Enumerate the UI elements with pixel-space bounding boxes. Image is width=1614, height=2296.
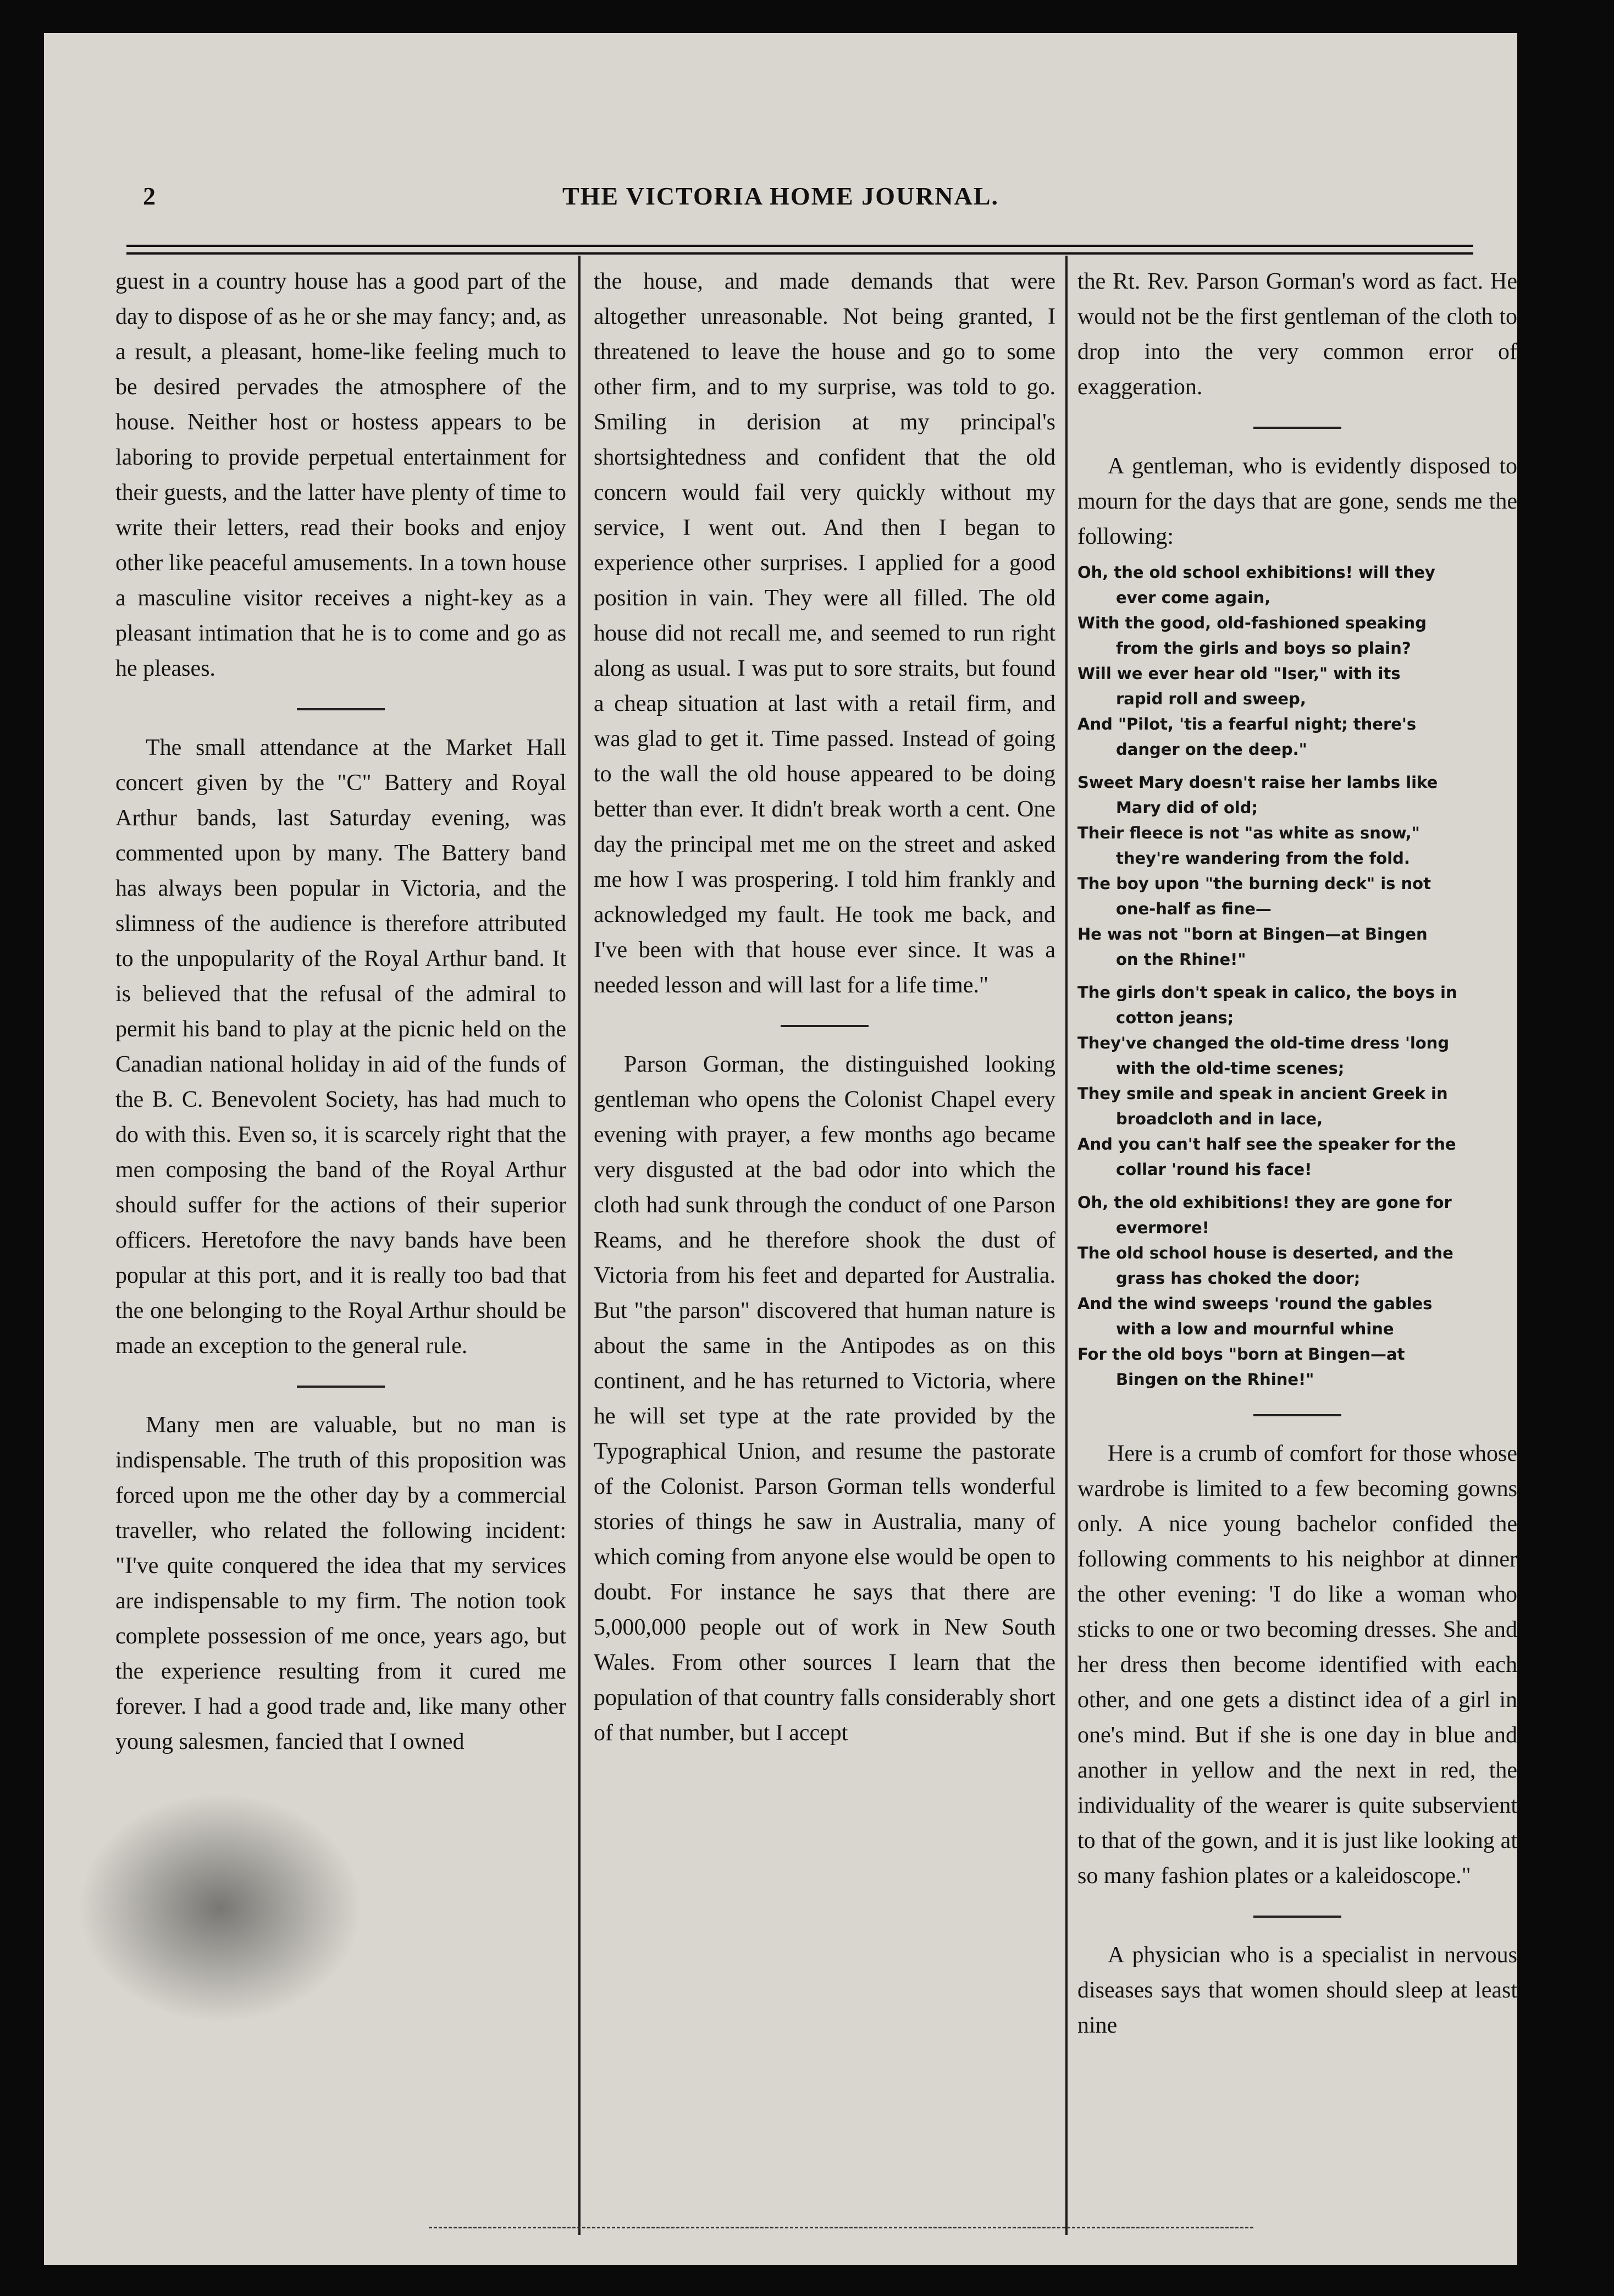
poem-line: danger on the deep." bbox=[1116, 740, 1307, 759]
masthead-title: THE VICTORIA HOME JOURNAL. bbox=[562, 182, 999, 210]
poem-line: And the wind sweeps 'round the gables bbox=[1077, 1294, 1433, 1313]
poem-line: ever come again, bbox=[1116, 588, 1271, 607]
poem-stanza bbox=[1077, 980, 1517, 1182]
section-separator bbox=[781, 1025, 869, 1027]
poem-line: He was not "born at Bingen—at Bingen bbox=[1077, 925, 1428, 943]
column-1 bbox=[115, 264, 566, 2238]
article-paragraph: the Rt. Rev. Parson Gorman's word as fact. He would not be the first gentleman of the cloth to drop into the very common error of exaggeration. bbox=[1077, 269, 1517, 400]
article-paragraph: Here is a crumb of comfort for those whose wardrobe is limited to a few becoming gowns only. A nice young bachelor confided the following comments to his neighbor at dinner the other evening: 'I do like a woman who sticks to one or two becoming dresses. She and her dress then become identified with each other, and one gets a distinct idea of a girl in one's mind. But if she is one day in blue and another in yellow and the next in red, the individuality of the wearer is quite subservient to that of the gown, and it is just like looking at so many fashion plates or a kaleidoscope." bbox=[1077, 1441, 1517, 1889]
poem-line: Bingen on the Rhine!" bbox=[1116, 1370, 1314, 1389]
poem-line: grass has choked the door; bbox=[1116, 1269, 1361, 1288]
poem-line: For the old boys "born at Bingen—at bbox=[1077, 1345, 1405, 1364]
article-paragraph: guest in a country house has a good part of the day to dispose of as he or she may fancy; and, as a result, a pleasant, home-like feeling much to be desired pervades the atmosphere of the house. Neither host or hostess appears to be laboring to provide perpetual entertainment for their guests, and the latter have plenty of time to write their letters, read their books and enjoy other like peaceful amusements. In a town house a masculine visitor receives a night-key as a pleasant intimation that he is to come and go as he pleases. bbox=[115, 269, 566, 681]
article-paragraph: Many men are valuable, but no man is indispensable. The truth of this proposition was forced upon me the other day by a commercial traveller, who related the following incident: "I've quite conquered the idea that my services are indispensable to my firm. The notion took complete possession of me once, years ago, but the experience resulting from it cured me forever. I had a good trade and, like many other young salesmen, fancied that I owned bbox=[115, 1412, 566, 1754]
column-2 bbox=[594, 264, 1055, 2238]
poem-line: Their fleece is not "as white as snow," bbox=[1077, 824, 1420, 842]
poem-stanza bbox=[1077, 1190, 1517, 1392]
poem-line: they're wandering from the fold. bbox=[1116, 849, 1410, 868]
column-divider-1 bbox=[578, 256, 581, 2235]
section-separator bbox=[297, 708, 385, 710]
article-paragraph: Parson Gorman, the distinguished looking gentleman who opens the Colonist Chapel every evening with prayer, a few months ago became very disgusted at the bad odor into which the cloth had sunk through the conduct of one Parson Reams, and he therefore shook the dust of Victoria from his feet and departed for Australia. But "the parson" discovered that human nature is about the same in the Antipodes as on this continent, and he has returned to Victoria, where he will set type at the rate provided by the Typographical Union, and resume the pastorate of the Colonist. Parson Gorman tells wonderful stories of things he saw in Australia, many of which coming from anyone else would be open to doubt. For instance he says that there are 5,000,000 people out of work in New South Wales. From other sources I learn that the population of that country falls considerably short of that number, but I accept bbox=[594, 1052, 1055, 1746]
poem-line: broadcloth and in lace, bbox=[1116, 1110, 1323, 1128]
poem-line: And "Pilot, 'tis a fearful night; there's bbox=[1077, 715, 1417, 733]
header-double-rule bbox=[126, 245, 1473, 255]
page-number: 2 bbox=[143, 182, 156, 210]
poem-line: with the old-time scenes; bbox=[1116, 1059, 1345, 1078]
article-paragraph: A physician who is a specialist in nervous diseases says that women should sleep at least nine bbox=[1077, 1942, 1517, 2038]
poem-line: Will we ever hear old "Iser," with its bbox=[1077, 664, 1401, 683]
poem-line: on the Rhine!" bbox=[1116, 950, 1246, 969]
article-paragraph: the house, and made demands that were altogether unreasonable. Not being granted, I threatened to leave the house and go to some other firm, and to my surprise, was told to go. Smiling in derision at my principal's shortsightedness and confident that the old concern would fail very quickly without my service, I went out. And then I began to experience other surprises. I applied for a good position in vain. They were all filled. The old house did not recall me, and seemed to run right along as usual. I was put to sore straits, but found a cheap situation at last with a retail firm, and was glad to get it. Time passed. Instead of going to the wall the old house appeared to be doing better than ever. It didn't break worth a cent. One day the principal met me on the street and asked me how I was prospering. I told him frankly and acknowledged my fault. He took me back, and I've been with that house ever since. It was a needed lesson and will last for a life time." bbox=[594, 269, 1055, 998]
newspaper-page bbox=[44, 33, 1517, 2265]
section-separator bbox=[297, 1386, 385, 1388]
section-separator bbox=[1253, 427, 1341, 429]
section-separator bbox=[1253, 1916, 1341, 1918]
poem-line: from the girls and boys so plain? bbox=[1116, 639, 1411, 658]
poem-line: one-half as fine— bbox=[1116, 899, 1272, 918]
page-header bbox=[44, 33, 1517, 264]
column-divider-2 bbox=[1065, 256, 1068, 2235]
article-paragraph: The small attendance at the Market Hall concert given by the "C" Battery and Royal Arthur bands, last Saturday evening, was commented upon by many. The Battery band has always been popular in Victoria, and the slimness of the audience is therefore attributed to the unpopularity of the Royal Arthur band. It is believed that the refusal of the admiral to permit his band to play at the picnic held on the Canadian national holiday in aid of the funds of the B. C. Benevolent Society, has had much to do with this. Even so, it is scarcely right that the men composing the band of the Royal Arthur should suffer for the actions of their superior officers. Heretofore the navy bands have been popular at this port, and it is really too bad that the one belonging to the Royal Arthur should be made an exception to the general rule. bbox=[115, 735, 566, 1359]
poem-line: Sweet Mary doesn't raise her lambs like bbox=[1077, 773, 1438, 792]
poem-stanza bbox=[1077, 770, 1517, 972]
poem-line: Oh, the old school exhibitions! will they bbox=[1077, 563, 1435, 582]
poem-line: They smile and speak in ancient Greek in bbox=[1077, 1084, 1448, 1103]
poem-line: They've changed the old-time dress 'long bbox=[1077, 1034, 1450, 1052]
poem-line: The boy upon "the burning deck" is not bbox=[1077, 874, 1431, 893]
article-paragraph: A gentleman, who is evidently disposed to mourn for the days that are gone, sends me the following: bbox=[1077, 454, 1517, 549]
poem-line: Mary did of old; bbox=[1116, 798, 1258, 817]
column-3 bbox=[1077, 264, 1517, 2238]
poem-line: with a low and mournful whine bbox=[1116, 1320, 1394, 1338]
poem bbox=[1077, 560, 1517, 1392]
poem-line: collar 'round his face! bbox=[1116, 1160, 1312, 1179]
poem-line: With the good, old-fashioned speaking bbox=[1077, 614, 1427, 632]
poem-line: evermore! bbox=[1116, 1218, 1209, 1237]
poem-line: And you can't half see the speaker for the bbox=[1077, 1135, 1456, 1153]
poem-line: The old school house is deserted, and the bbox=[1077, 1244, 1453, 1262]
poem-stanza bbox=[1077, 560, 1517, 762]
poem-line: rapid roll and sweep, bbox=[1116, 689, 1306, 708]
section-separator bbox=[1253, 1414, 1341, 1416]
poem-line: The girls don't speak in calico, the boys in bbox=[1077, 983, 1457, 1002]
poem-line: Oh, the old exhibitions! they are gone for bbox=[1077, 1193, 1452, 1212]
bottom-rule bbox=[429, 2227, 1253, 2230]
poem-line: cotton jeans; bbox=[1116, 1008, 1234, 1027]
